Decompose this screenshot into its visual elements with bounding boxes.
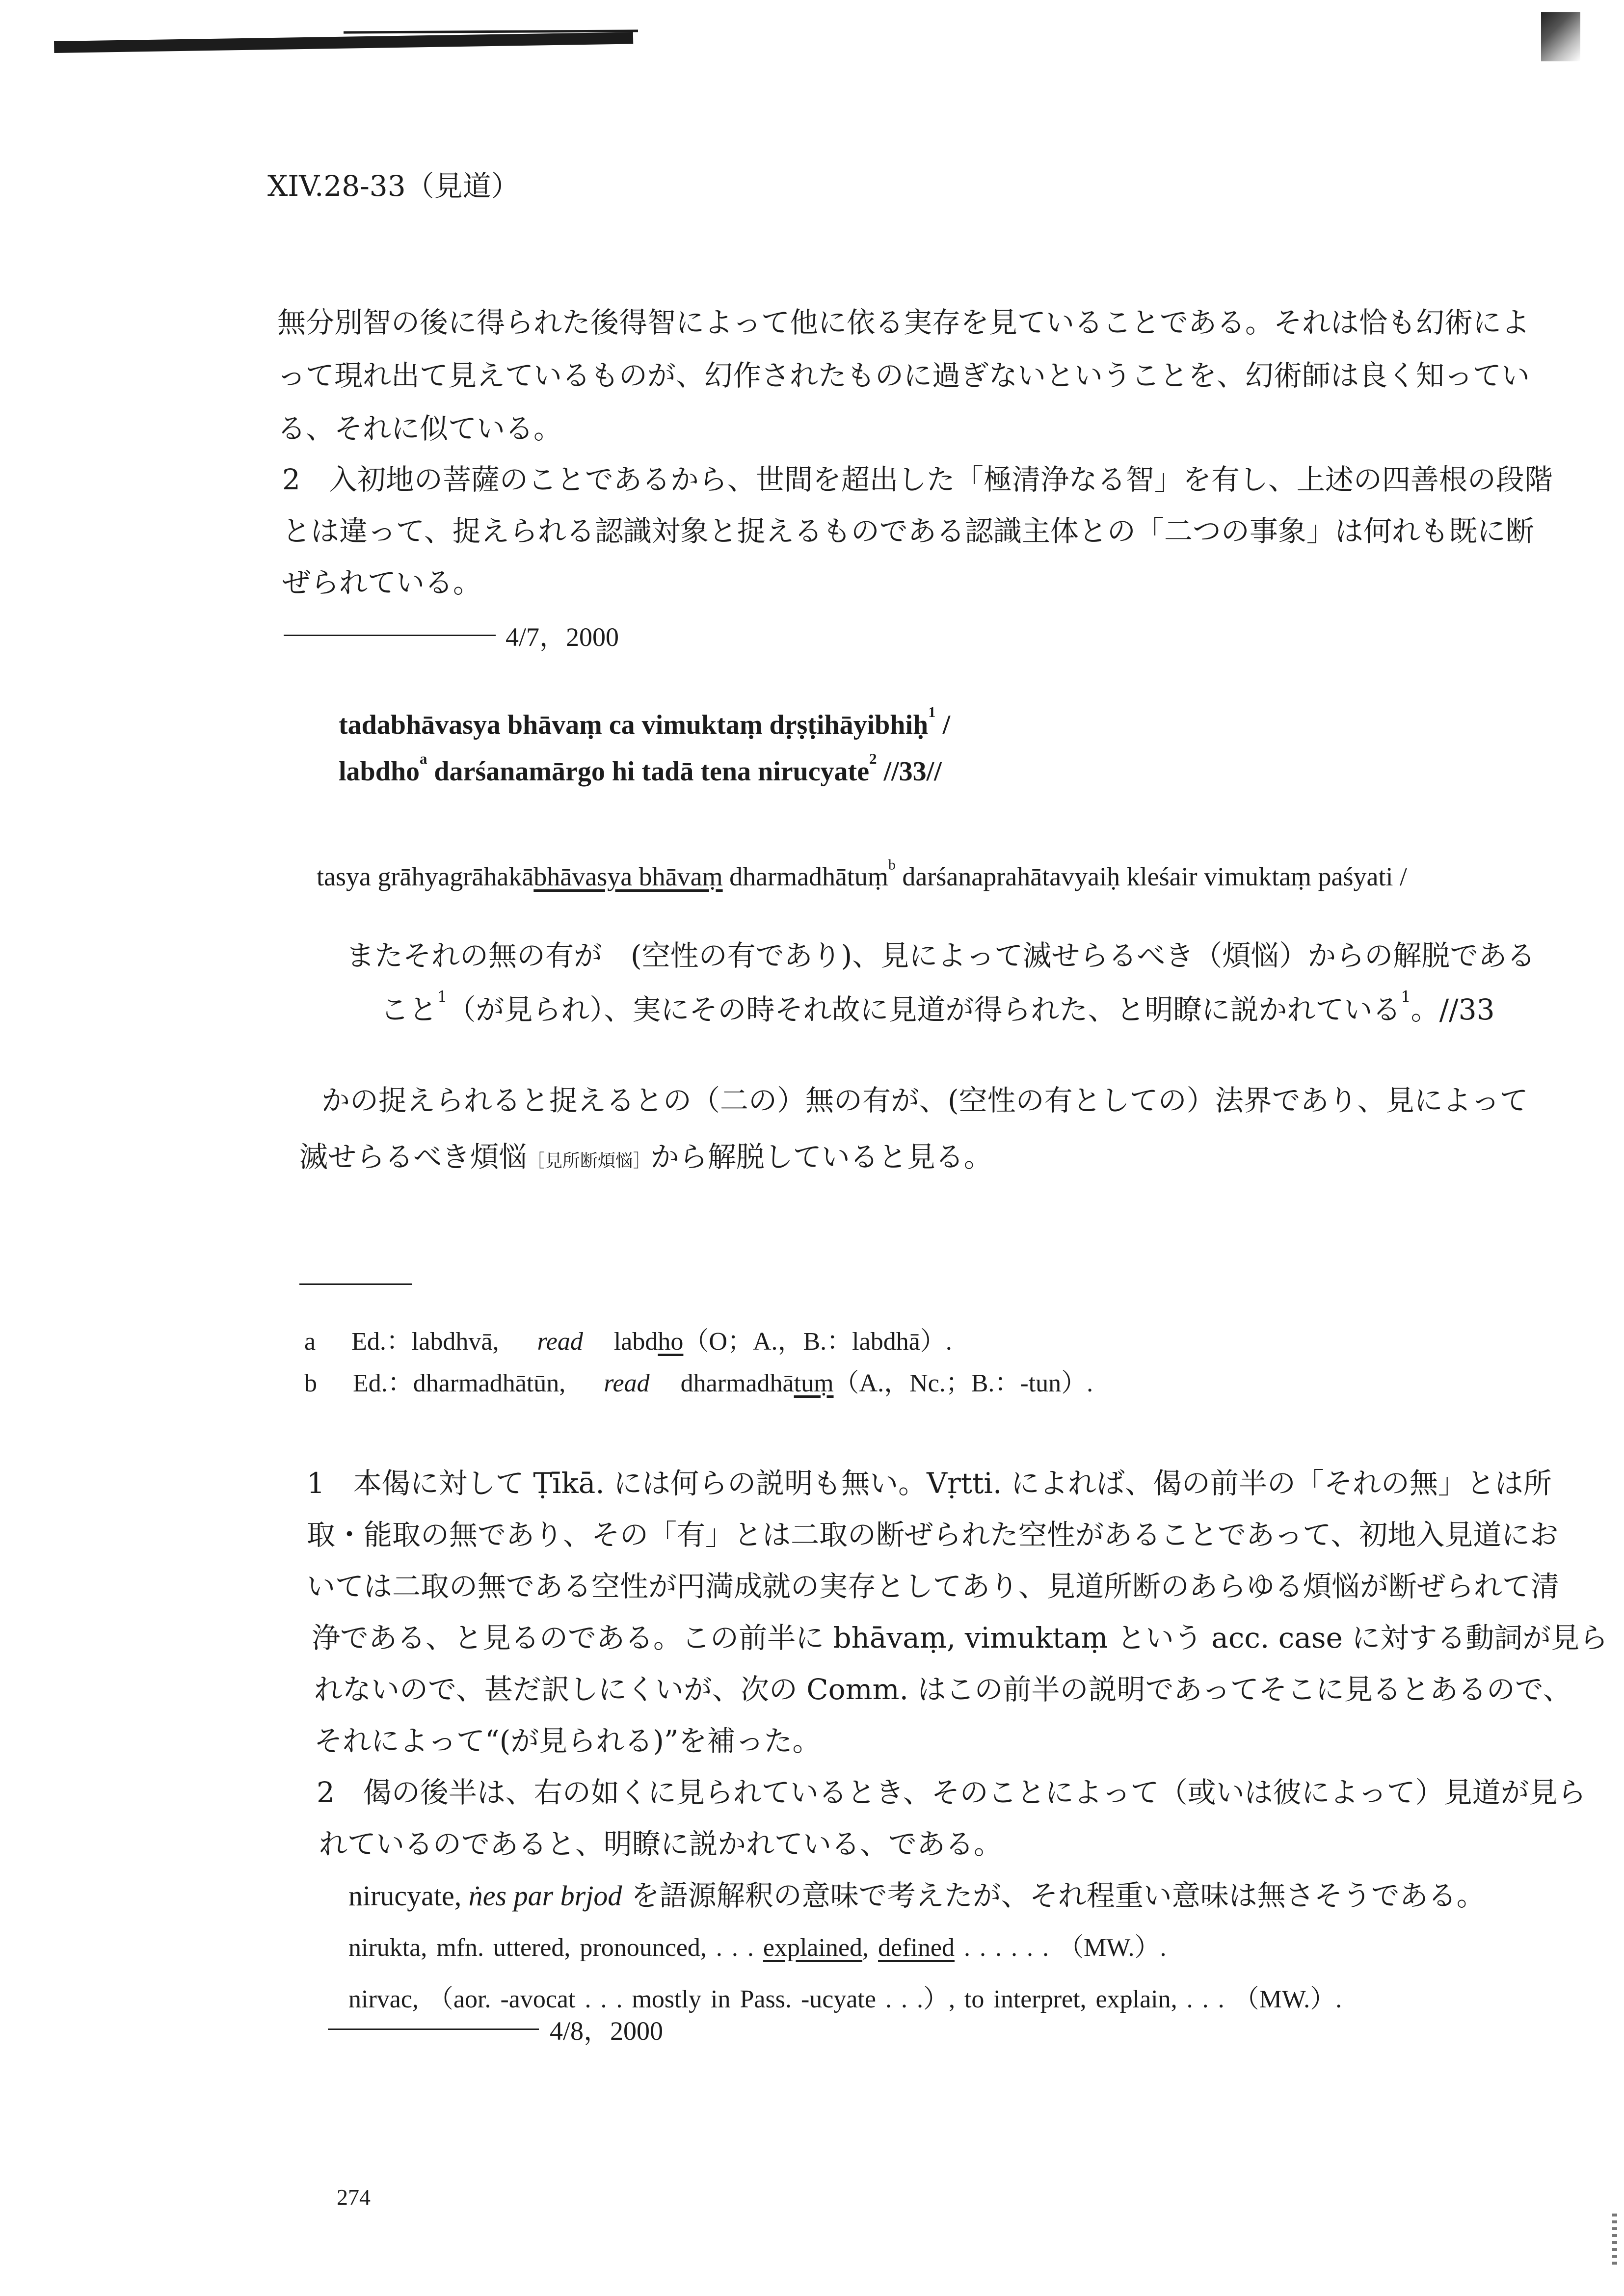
running-title: XIV.28-33（見道） (267, 169, 520, 203)
translation-text: 。//33 (1411, 993, 1495, 1026)
tibetan-term: ṅes par brjod (468, 1880, 622, 1912)
verse-line-1 (339, 704, 951, 741)
variant-mark: b (304, 1369, 317, 1397)
scan-edge-mark (1612, 2214, 1617, 2268)
commentary-underlined: bhāvasya bhāvaṃ (533, 862, 723, 891)
note-line: れているのであると、明瞭に説かれている、である。 (319, 1827, 1003, 1861)
note-text: nirucyate, (348, 1880, 469, 1912)
note-sub-line: nirvac, （aor. -avocat . . . mostly in Pass. -ucyate . . .）, to interpret, explain, . . . （MW.）. (348, 1985, 1342, 2013)
note-line: れないので、甚だ訳しにくいが、次の Comm. はこの前半の説明であってそこに見るとあるので、 (314, 1673, 1571, 1706)
verse-punct: / (935, 710, 951, 740)
variant-witnesses: （O；A.，B.：labdhā）. (683, 1328, 952, 1356)
variant-read-label: read (537, 1328, 583, 1356)
date-rule (284, 635, 496, 636)
variant-reading-underlined: tuṃ (794, 1369, 834, 1397)
date-rule (328, 2029, 539, 2030)
verse-punct: //33// (877, 756, 942, 787)
commentary-text: tasya grāhyagrāhakā (317, 862, 534, 891)
note-ref-1: 1 (437, 987, 448, 1006)
date-stamp: 4/7，2000 (506, 622, 619, 652)
note-line: 2 偈の後半は、右の如くに見られているとき、そのことによって（或いは彼によって）見道が見ら (317, 1776, 1586, 1809)
intro-line: 無分別智の後に得られた後得智によって他に依る実存を見ていることである。それは恰も幻術によ (277, 306, 1530, 339)
intro-line: る、それに似ている。 (277, 412, 562, 445)
intro-line: とは違って、捉えられる認識対象と捉えるものである認識主体との「二つの事象」は何れも既に断 (282, 514, 1534, 548)
note-underlined: defined (878, 1934, 955, 1962)
scan-corner-mark (1541, 12, 1580, 61)
note-sub-line (348, 1926, 1167, 1963)
note-text: . . . . . . （MW.）. (954, 1934, 1167, 1962)
translation-text: （が見られ）、実にその時それ故に見道が得られた、と明瞭に説かれている (447, 993, 1401, 1026)
note-text: を語源解釈の意味で考えたが、それ程重い意味は無さそうである。 (622, 1879, 1485, 1912)
commentary-text: darśanaprahātavyaiḥ kleśair vimuktaṃ paśyati / (895, 862, 1408, 891)
variant-edition: Ed.：labdhvā, (351, 1328, 499, 1356)
footnote-separator (299, 1283, 412, 1285)
gloss-bracket: ［見所断煩悩］ (527, 1151, 651, 1171)
variant-reading: dharmadhā (680, 1369, 794, 1397)
intro-line: 2 入初地の菩薩のことであるから、世間を超出した「極清浄なる智」を有し、上述の四善根の段階 (282, 463, 1553, 496)
note-text: , (862, 1934, 879, 1962)
note-ref-1: 1 (1401, 987, 1411, 1006)
translation-text: こと (380, 993, 438, 1026)
commentary-line (317, 857, 1408, 892)
date-stamp: 4/8，2000 (550, 2016, 664, 2046)
intro-line: って現れ出て見えているものが、幻作されたものに過ぎないということを、幻術師は良く知ってい (277, 359, 1530, 392)
note-line: 取・能取の無であり、その「有」とは二取の断ぜられた空性があることであって、初地入見道にお (307, 1518, 1559, 1551)
verse-text: labdho (339, 756, 420, 787)
note-line: それによって“(が見られる)”を補った。 (314, 1724, 821, 1758)
variant-reading-b (304, 1362, 1093, 1399)
verse-translation-line-1: またそれの無の有が (空性の有であり)、見によって滅せらるべき（煩悩）からの解脱である (346, 939, 1536, 972)
note-ref-1: 1 (928, 704, 936, 721)
commentary-text: dharmadhātuṃ (722, 862, 889, 891)
commentary-translation-line-1: かの捉えられると捉えるとの（二の）無の有が、(空性の有としての）法界であり、見によって (321, 1084, 1528, 1117)
translation-text: から解脱していると見る。 (650, 1140, 992, 1174)
variant-witnesses: （A.，Nc.；B.：-tun）. (833, 1369, 1093, 1397)
top-rule-thick (54, 32, 633, 53)
translation-text: 滅せらるべき煩悩 (299, 1140, 528, 1174)
variant-mark: a (304, 1328, 316, 1356)
variant-reading: labd (613, 1328, 658, 1356)
variant-ref-a: a (420, 750, 427, 768)
note-line: 浄である、と見るのである。この前半に bhāvaṃ, vimuktaṃ という acc. case に対する動詞が見ら (312, 1621, 1608, 1655)
note-line: 1 本偈に対して Ṭīkā. には何らの説明も無い。Vṛtti. によれば、偈の前半の「それの無」とは所 (307, 1467, 1552, 1500)
note-line: いては二取の無である空性が円満成就の実存としてあり、見道所断のあらゆる煩悩が断ぜられて清 (307, 1570, 1560, 1603)
variant-ref-b: b (888, 857, 896, 873)
variant-read-label: read (604, 1369, 650, 1397)
verse-text: darśanamārgo hi tadā tena nirucyate (427, 756, 870, 787)
verse-translation-line-2 (380, 987, 1495, 1028)
page-number: 274 (337, 2185, 371, 2210)
note-text: nirukta, mfn. uttered, pronounced, . . . (348, 1934, 763, 1962)
variant-reading-underlined: ho (658, 1328, 684, 1356)
variant-reading-a (304, 1320, 952, 1357)
note-sub-line (348, 1872, 1485, 1914)
note-ref-2: 2 (869, 750, 877, 768)
verse-line-2 (339, 750, 942, 787)
intro-line: ぜられている。 (282, 566, 482, 599)
note-underlined: explained (763, 1934, 863, 1962)
commentary-translation-line-2 (299, 1134, 992, 1175)
verse-text: tadabhāvasya bhāvaṃ ca vimuktaṃ dṛṣṭihāyibhiḥ (339, 710, 929, 740)
variant-edition: Ed.：dharmadhātūn, (353, 1369, 566, 1397)
